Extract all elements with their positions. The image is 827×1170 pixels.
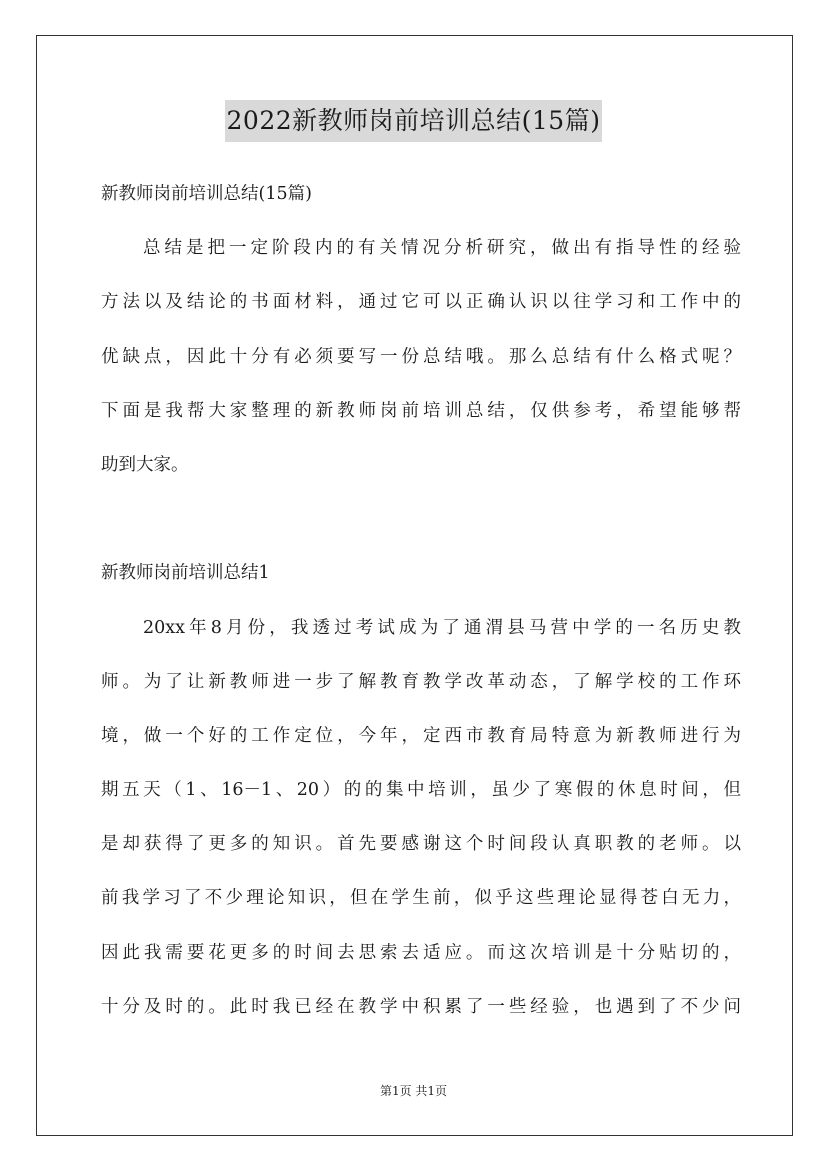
section-line: 是却获得了更多的知识。首先要感谢这个时间段认真职教的老师。以	[101, 834, 741, 855]
intro-line: 助到大家。	[101, 454, 189, 475]
document-subtitle: 新教师岗前培训总结(15篇)	[101, 184, 312, 204]
section-line: 20xx年8月份，我透过考试成为了通渭县马营中学的一名历史教	[143, 617, 741, 638]
section-line: 因此我需要花更多的时间去思索去适应。而这次培训是十分贴切的，	[101, 942, 741, 963]
section-line: 境，做一个好的工作定位，今年，定西市教育局特意为新教师进行为	[101, 725, 741, 746]
section-line: 前我学习了不少理论知识，但在学生前，似乎这些理论显得苍白无力，	[101, 888, 741, 909]
intro-line: 方法以及结论的书面材料，通过它可以正确认识以往学习和工作中的	[101, 292, 741, 313]
intro-line: 下面是我帮大家整理的新教师岗前培训总结，仅供参考，希望能够帮	[101, 400, 741, 421]
title-wrap	[0, 100, 827, 142]
section-line: 十分及时的。此时我已经在教学中积累了一些经验，也遇到了不少问	[101, 996, 741, 1017]
section-heading: 新教师岗前培训总结1	[101, 563, 270, 584]
intro-line: 优缺点，因此十分有必须要写一份总结哦。那么总结有什么格式呢？	[101, 346, 741, 367]
document-title: 2022新教师岗前培训总结(15篇)	[225, 100, 603, 142]
document-body	[101, 167, 741, 1034]
intro-line: 总结是把一定阶段内的有关情况分析研究，做出有指导性的经验	[143, 238, 741, 259]
paragraph-gap	[101, 492, 741, 546]
section-line: 期五天（1、16－1、20）的的集中培训，虽少了寒假的休息时间，但	[101, 780, 741, 801]
page-footer: 第1页 共1页	[379, 1084, 448, 1098]
section-line: 师。为了让新教师进一步了解教育教学改革动态，了解学校的工作环	[101, 671, 741, 692]
